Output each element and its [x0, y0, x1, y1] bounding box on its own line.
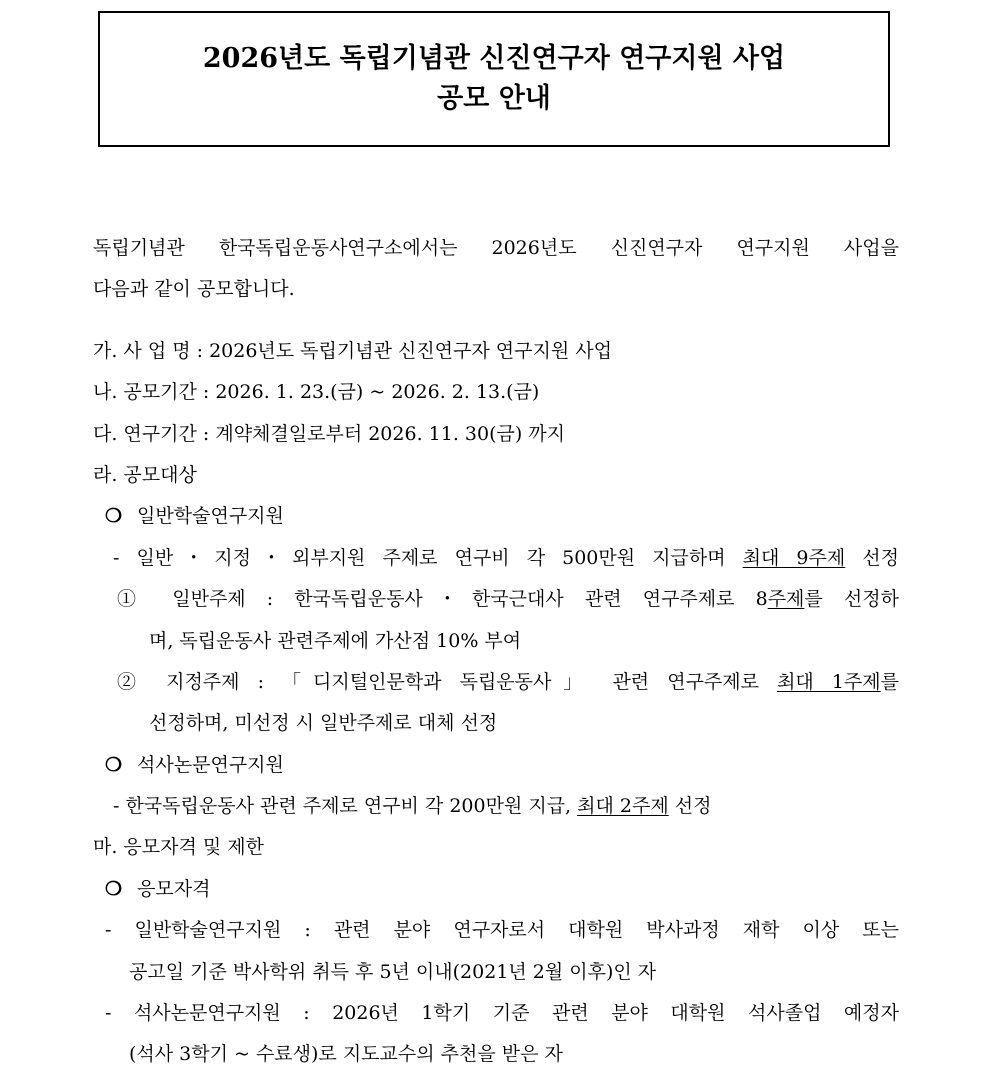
masters-support-heading — [93, 745, 899, 786]
general-topic-item-line-2: 며, 독립운동사 관련주제에 가산점 10% 부여 — [149, 629, 522, 652]
eligibility-heading — [93, 869, 899, 910]
research-period-value: 계약체결일로부터 2026. 11. 30(금) 까지 — [215, 422, 566, 445]
general-detail-end: 선정 — [862, 546, 899, 569]
designated-topic-item-line-2: 선정하며, 미선정 시 일반주제로 대체 선정 — [149, 712, 498, 735]
intro-line-1: 독립기념관 한국독립운동사연구소에서는 2026년도 신진연구자 연구지원 사업을 — [93, 237, 899, 259]
designated-topic-text-end: 를 — [880, 670, 899, 693]
eligibility-label: 응모자격 — [137, 877, 211, 900]
designated-max-topics: 최대 1주제 — [777, 670, 881, 693]
circle-bullet-icon: ❍ — [105, 753, 123, 776]
intro-line-2: 다음과 같이 공모합니다. — [93, 278, 295, 301]
eligibility-masters-line-1: - 석사논문연구지원 : 2026년 1학기 기준 관련 분야 대학원 석사졸업 예정자 — [105, 1002, 899, 1025]
research-period-row — [93, 414, 899, 455]
document-title-line-1: 2026년도 독립기념관 신진연구자 연구지원 사업 — [202, 43, 786, 74]
eligibility-general-line-1: - 일반학술연구지원 : 관련 분야 연구자로서 대학원 박사과정 재학 이상 또는 — [105, 919, 899, 942]
eligibility-general-line-2: 공고일 기준 박사학위 취득 후 5년 이내(2021년 2월 이후)인 자 — [129, 960, 657, 983]
general-topic-item — [93, 579, 899, 620]
eligibility-masters-line-2: (석사 3학기 ~ 수료생)로 지도교수의 추천을 받은 자 — [129, 1043, 563, 1066]
application-period-label: 나. 공모기간 : — [93, 381, 210, 404]
application-period-value: 2026. 1. 23.(금) ~ 2026. 2. 13.(금) — [215, 381, 540, 404]
project-name-row — [93, 331, 899, 372]
general-support-detail — [93, 538, 899, 579]
masters-support-label: 석사논문연구지원 — [137, 753, 284, 776]
project-name-label: 가. 사 업 명 : — [93, 339, 204, 362]
general-topic-text-end: 를 선정하 — [804, 588, 899, 611]
title-box — [98, 11, 890, 147]
designated-topic-text: 지정주제 : 「디지털인문학과 독립운동사」 관련 연구주제로 — [166, 670, 759, 693]
circle-bullet-icon: ❍ — [105, 877, 123, 900]
masters-detail-text: - 한국독립운동사 관련 주제로 연구비 각 200만원 지급, — [113, 795, 572, 818]
general-topic-text: 일반주제 : 한국독립운동사・한국근대사 관련 연구주제로 8 — [172, 588, 768, 611]
circle-bullet-icon: ❍ — [105, 505, 123, 528]
masters-max-topics: 최대 2주제 — [577, 795, 669, 818]
eligibility-section-heading: 마. 응모자격 및 제한 — [93, 836, 264, 859]
masters-detail-end: 선정 — [674, 795, 712, 818]
general-support-heading — [93, 496, 899, 537]
document-title-line-2: 공모 안내 — [437, 83, 551, 114]
general-max-topics: 최대 9주제 — [742, 546, 846, 569]
general-support-label: 일반학술연구지원 — [137, 505, 284, 528]
general-detail-text: - 일반・지정・외부지원 주제로 연구비 각 500만원 지급하며 — [113, 546, 726, 569]
document-body — [93, 228, 899, 1076]
project-name-value: 2026년도 독립기념관 신진연구자 연구지원 사업 — [209, 339, 612, 362]
circled-number-2: ② — [117, 670, 149, 693]
research-period-label: 다. 연구기간 : — [93, 422, 210, 445]
circled-number-1: ① — [117, 588, 152, 611]
masters-support-detail — [93, 786, 899, 827]
general-topic-underline: 주제 — [767, 588, 805, 611]
application-period-row — [93, 372, 899, 413]
designated-topic-item — [93, 662, 899, 703]
target-heading: 라. 공모대상 — [93, 463, 197, 486]
